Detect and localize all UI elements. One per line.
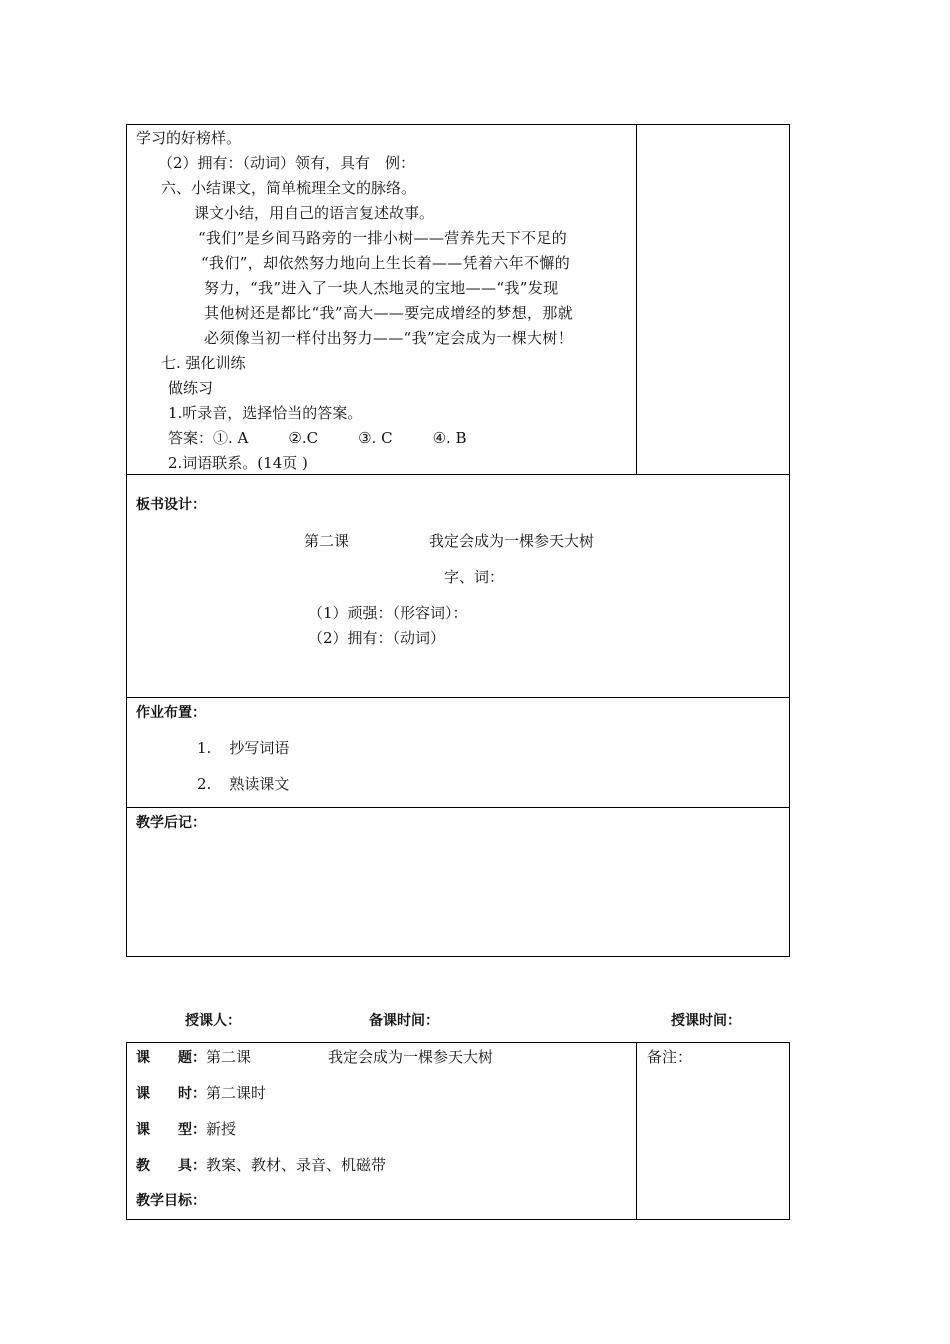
- type-row: [136, 1120, 236, 1139]
- homework-number: 1.: [197, 739, 212, 757]
- type-label: 课 型：: [136, 1122, 206, 1138]
- row-divider: [126, 697, 790, 698]
- type-value: 新授: [206, 1120, 237, 1138]
- answer-item: ④. B: [432, 429, 467, 447]
- homework-item: [197, 775, 289, 793]
- homework-heading: 作业布置：: [136, 705, 206, 721]
- topic-title: 我定会成为一棵参天大树: [328, 1048, 494, 1066]
- board-subheading: 字、词：: [444, 568, 505, 586]
- homework-text: 抄写词语: [229, 739, 290, 757]
- class-time-label: 授课时间：: [671, 1013, 741, 1029]
- tools-value: 教案、教材、录音、机磁带: [206, 1156, 387, 1174]
- tools-row: [136, 1156, 386, 1175]
- content-line: “我们”，却依然努力地向上生长着——凭着六年不懈的: [201, 254, 571, 272]
- answer-item: ①. A: [213, 429, 249, 447]
- tools-label: 教 具：: [136, 1158, 206, 1174]
- notes-label: 备注：: [647, 1048, 693, 1066]
- row-divider: [126, 807, 790, 808]
- answer-item: ②.C: [288, 429, 319, 447]
- board-item: （2）拥有：（动词）: [308, 629, 446, 647]
- notes-column-divider: [636, 1042, 637, 1220]
- notes-column-divider: [636, 124, 637, 475]
- board-item: （1）顽强：（形容词）：: [308, 604, 468, 622]
- answer-item: ③. C: [358, 429, 393, 447]
- content-line: 学习的好榜样。: [136, 129, 242, 147]
- content-line: 2.词语联系。(14页 ): [168, 454, 308, 472]
- content-line: “我们”是乡间马路旁的一排小树——营养先天下不足的: [198, 229, 568, 247]
- topic-lesson: 第二课: [206, 1048, 252, 1066]
- hours-value: 第二课时: [206, 1084, 267, 1102]
- topic-row: [136, 1048, 493, 1067]
- prep-time-label: 备课时间：: [369, 1013, 439, 1029]
- board-lesson-number: 第二课: [304, 532, 350, 550]
- answer-line: [168, 429, 467, 447]
- answer-label: 答案：: [168, 429, 214, 447]
- content-line: 其他树还是都比“我”高大——要完成增经的梦想，那就: [204, 304, 574, 322]
- content-line: 做练习: [168, 379, 214, 397]
- goals-label: 教学目标：: [136, 1193, 206, 1209]
- board-design-heading: 板书设计：: [136, 497, 206, 513]
- content-line: （2）拥有：（动词）领有，具有 例：: [158, 154, 416, 172]
- homework-item: [197, 739, 289, 757]
- board-lesson-title: 我定会成为一棵参天大树: [429, 532, 595, 550]
- content-line: 六、小结课文，简单梳理全文的脉络。: [161, 179, 417, 197]
- content-line: 课文小结，用自己的语言复述故事。: [194, 204, 435, 222]
- content-line: 努力，“我”进入了一块人杰地灵的宝地——“我”发现: [204, 279, 559, 297]
- content-line: 1.听录音，选择恰当的答案。: [168, 404, 363, 422]
- topic-label: 课 题：: [136, 1050, 206, 1066]
- reflection-heading: 教学后记：: [136, 815, 206, 831]
- section-heading: 七. 强化训练: [161, 354, 246, 372]
- teacher-label: 授课人：: [185, 1013, 241, 1029]
- homework-number: 2.: [197, 775, 212, 793]
- row-divider: [126, 474, 790, 475]
- hours-label: 课 时：: [136, 1086, 206, 1102]
- homework-text: 熟读课文: [229, 775, 290, 793]
- hours-row: [136, 1084, 266, 1103]
- content-line: 必须像当初一样付出努力——“我”定会成为一棵大树！: [204, 329, 574, 347]
